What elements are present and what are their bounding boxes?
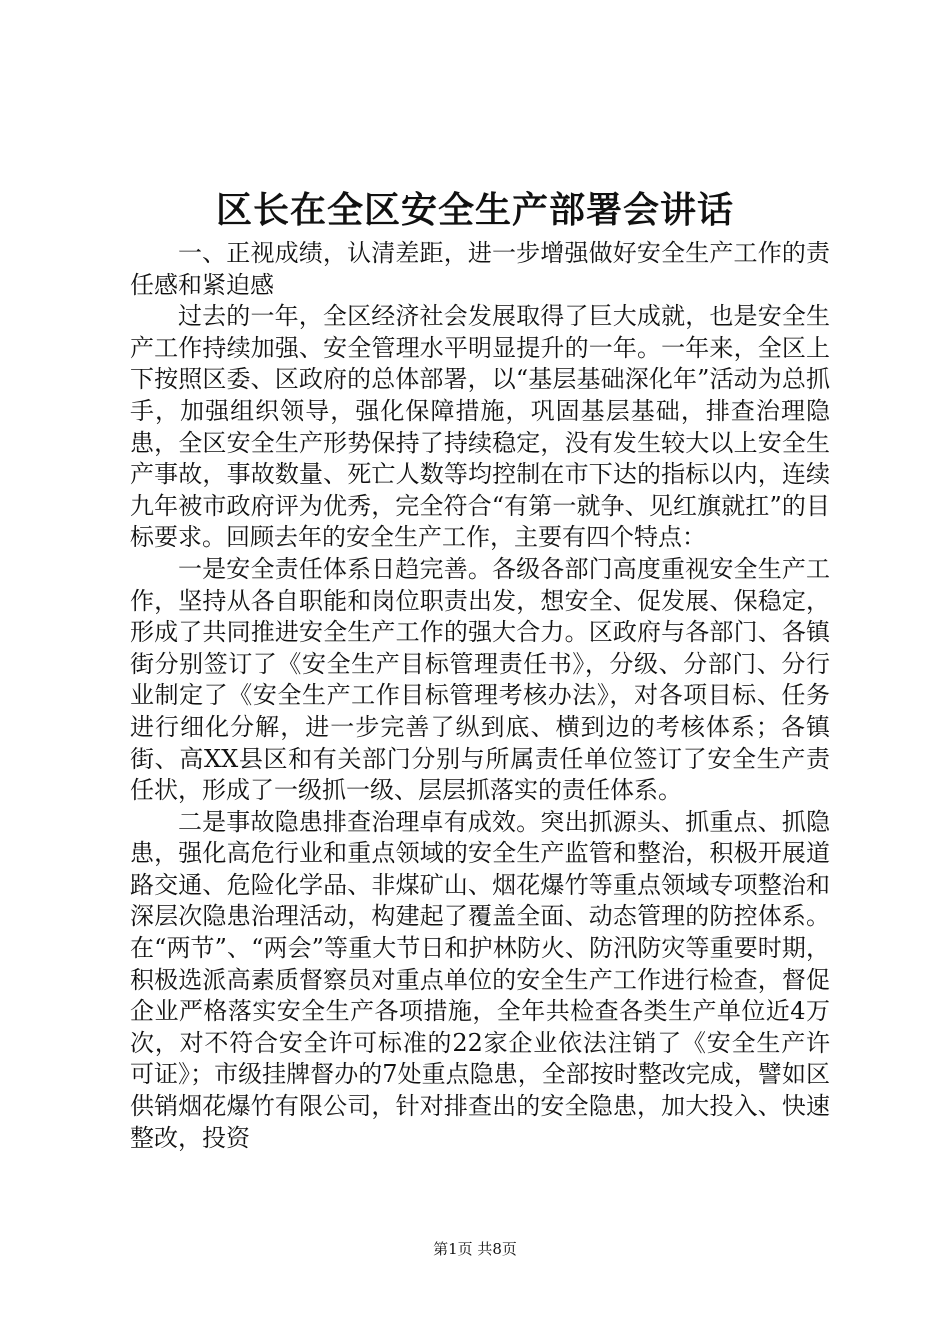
page-footer: 第1页 共8页: [433, 1240, 517, 1258]
paragraph: 二是事故隐患排查治理卓有成效。突出抓源头、抓重点、抓隐患，强化高危行业和重点领域的安全生产监管和整治，积极开展道路交通、危险化学品、非煤矿山、烟花爆竹等重点领域专项整治和深层次隐患治理活动，构建起了覆盖全面、动态管理的防控体系。在“两节”、“两会”等重大节日和护林防火、防汛防灾等重要时期，积极选派高素质督察员对重点单位的安全生产工作进行检查，督促企业严格落实安全生产各项措施，全年共检查各类生产单位近4万次，对不符合安全许可标准的22家企业依法注销了《安全生产许可证》；市级挂牌督办的7处重点隐患，全部按时整改完成，譬如区供销烟花爆竹有限公司，针对排查出的安全隐患，加大投入、快速整改，投资: [130, 807, 830, 1152]
paragraph-heading: 一、正视成绩，认清差距，进一步增强做好安全生产工作的责任感和紧迫感: [130, 239, 830, 299]
document-body: [130, 238, 830, 1154]
document-title: 区长在全区安全生产部署会讲话: [215, 189, 734, 231]
paragraph: 一是安全责任体系日趋完善。各级各部门高度重视安全生产工作，坚持从各自职能和岗位职责出发，想安全、促发展、保稳定，形成了共同推进安全生产工作的强大合力。区政府与各部门、各镇街分别签订了《安全生产目标管理责任书》，分级、分部门、分行业制定了《安全生产工作目标管理考核办法》，对各项目标、任务进行细化分解，进一步完善了纵到底、横到边的考核体系；各镇街、高XX县区和有关部门分别与所属责任单位签订了安全生产责任状，形成了一级抓一级、层层抓落实的责任体系。: [130, 554, 830, 805]
paragraph: 过去的一年，全区经济社会发展取得了巨大成就，也是安全生产工作持续加强、安全管理水平明显提升的一年。一年来，全区上下按照区委、区政府的总体部署，以“基层基础深化年”活动为总抓手，加强组织领导，强化保障措施，巩固基层基础，排查治理隐患，全区安全生产形势保持了持续稳定，没有发生较大以上安全生产事故，事故数量、死亡人数等均控制在市下达的指标以内，连续九年被市政府评为优秀，完全符合“有第一就争、见红旗就扛”的目标要求。回顾去年的安全生产工作，主要有四个特点：: [130, 302, 830, 552]
